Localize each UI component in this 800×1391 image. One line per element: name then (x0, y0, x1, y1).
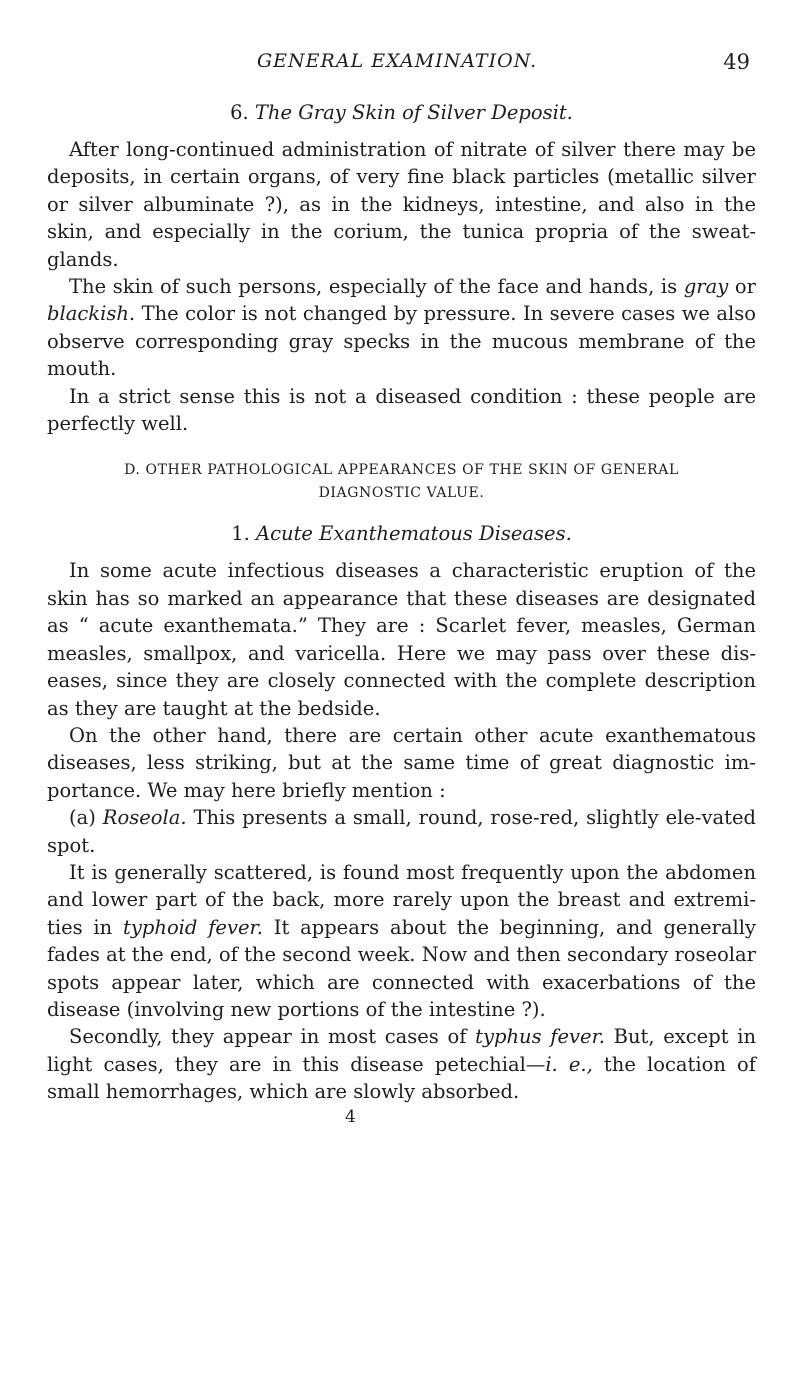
emphasis-ie: i. e., (545, 1052, 593, 1076)
paragraph: On the other hand, there are certain other acute exanthematous diseases, less striking, but at the same time of great diagnostic im-portance. We may here briefly mention : (47, 723, 756, 802)
paragraph: (a) Roseola. This presents a small, round, rose-red, slightly ele-vated spot. (47, 806, 756, 857)
emphasis-typhus: typhus fever. (475, 1025, 605, 1049)
part-d-heading (47, 459, 756, 505)
section-6-number: 6. (230, 101, 249, 124)
emphasis-gray: gray (683, 275, 729, 299)
signature-mark: 4 (345, 1106, 356, 1127)
section-6-title: The Gray Skin of Silver Deposit. (254, 101, 573, 124)
paragraph: After long-continued administration of nitrate of silver there may be deposits, in certain organs, of very fine black particles (metallic silver or silver albuminate ?), as in the kidneys, intestine, and also in the skin, and especially in the corium, the tunica propria of the sweat-glands. (47, 138, 756, 271)
emphasis-typhoid: typhoid fever. (123, 915, 263, 939)
section-1-heading (47, 519, 756, 549)
paragraph: In a strict sense this is not a diseased condition : these people are perfectly well. (47, 384, 756, 436)
emphasis-blackish: blackish. (47, 302, 136, 326)
running-head (47, 50, 756, 96)
page-number: 49 (723, 50, 750, 74)
paragraph: In some acute infectious diseases a characteristic eruption of the skin has so marked an appearance that these diseases are designated as “ acute exanthemata.” They are : Scarlet fever, measles, German measles, smallpox, and varicella. Here we may pass over these dis-eases, since they are closely connected with the complete description as they are taught at the bedside. (47, 559, 756, 720)
part-d-heading-line-1: D. OTHER PATHOLOGICAL APPEARANCES OF THE SKIN OF GENERAL (124, 462, 679, 479)
paragraph: The skin of such persons, especially of the face and hands, is gray or blackish. The color is not changed by pressure. In severe cases we also observe corresponding gray specks in the mucous membrane of the mouth. (47, 275, 756, 381)
emphasis-roseola: Roseola. (102, 806, 187, 830)
paragraph: It is generally scattered, is found most frequently upon the abdomen and lower part of the back, more rarely upon the breast and extremi-ties in typhoid fever. It appears about the beginning, and generally fades at the end, of the second week. Now and then secondary roseolar spots appear later, which are connected with exacerbations of the disease (involving new portions of the intestine ?). (47, 860, 756, 1021)
paragraph: Secondly, they appear in most cases of typhus fever. But, except in light cases, they are in this disease petechial—i. e., the location of small hemorrhages, which are slowly absorbed. (47, 1025, 756, 1104)
section-1-title: Acute Exanthematous Diseases. (256, 522, 572, 546)
part-d-heading-line-2: DIAGNOSTIC VALUE. (318, 485, 485, 502)
section-1-number: 1. (231, 522, 250, 546)
section-6-heading (47, 98, 756, 128)
running-head-title: GENERAL EXAMINATION. (257, 50, 538, 72)
